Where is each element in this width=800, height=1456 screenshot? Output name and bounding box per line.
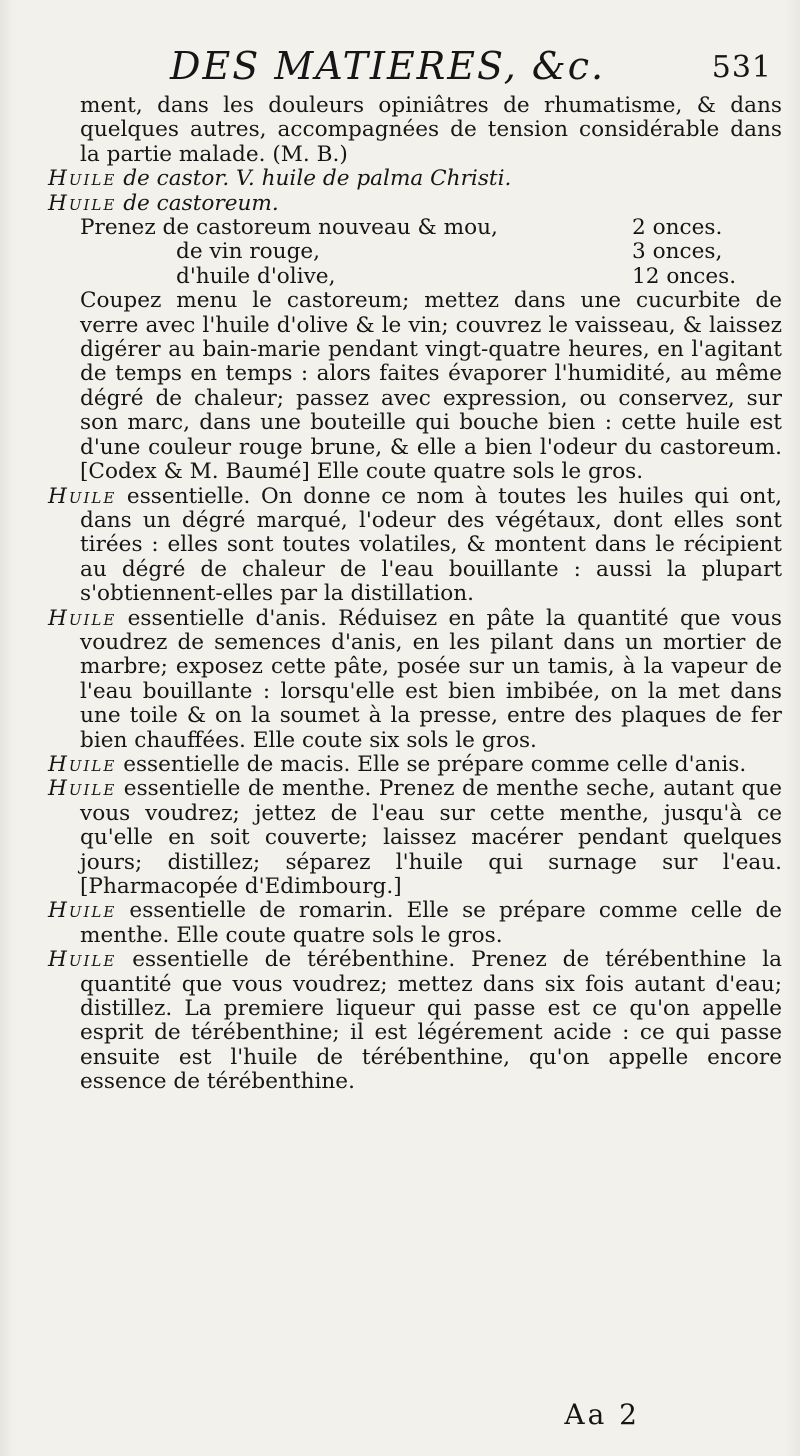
entry-text: ment, dans les douleurs opiniâtres de rhumatisme, & dans quelques autres, accompagnées de tension considérable dans la partie malade. (M. B.) — [80, 93, 782, 167]
entry-text: essentielle de macis. Elle se prépare comme celle d'anis. — [123, 751, 747, 777]
entry-huile-essentielle-menthe — [48, 777, 782, 899]
entry-text: Coupez menu le castoreum; mettez dans une cucurbite de verre avec l'huile d'olive & le vin; couvrez le vaisseau, & laissez digérer au bain-marie pendant vingt-quatre heures, en l'agitant de temps en temps : alors faites évaporer l'humidité, au même dégré de chaleur; passez avec expression, ou conservez, sur son marc, dans une bouteille qui bouche bien : cette huile est d'une couleur rouge brune, & elle a bien l'odeur du castoreum. [Codex & M. Baumé] Elle coute quatre sols le gros. — [80, 288, 782, 485]
entry-headword: Huile — [48, 190, 117, 216]
entry-text: de castoreum. — [123, 190, 279, 216]
entry-text: de castor. V. huile de palma Christi. — [123, 166, 512, 192]
entry-text: essentielle. On donne ce nom à toutes les huiles qui ont, dans un dégré marqué, l'odeur des végétaux, dont elles sont tirées : elles sont toutes volatiles, & montent dans le récipient au dégré de chaleur de l'eau bouillante : aussi la plupart s'obtiennent-elles par la distillation. — [80, 483, 782, 607]
entry-continuation — [48, 94, 782, 167]
running-head-title: DES MATIERES, &c. — [170, 44, 606, 88]
entry-headword: Huile — [48, 605, 117, 631]
recipe-list — [48, 216, 782, 289]
entry-headword: Huile — [48, 166, 117, 192]
recipe-ingredient: de vin rouge, — [176, 239, 321, 265]
entry-headword: Huile — [48, 483, 117, 509]
entry-headword: Huile — [48, 776, 117, 802]
recipe-ingredient: Prenez de castoreum nouveau & mou, — [80, 215, 498, 241]
running-head — [48, 44, 782, 94]
entry-headword: Huile — [48, 947, 117, 973]
entry-huile-de-castoreum — [48, 192, 782, 216]
entry-text: essentielle d'anis. Réduisez en pâte la quantité que vous voudrez de semences d'anis, en les pilant dans un mortier de marbre; exposez cette pâte, posée sur un tamis, à la vapeur de l'eau bouillante : lorsqu'elle est bien imbibée, on la met dans une toile & on la soumet à la presse, entre des plaques de fer bien chauffées. Elle coute six sols le gros. — [80, 605, 782, 753]
recipe-row — [80, 240, 782, 264]
recipe-instructions — [48, 289, 782, 484]
entry-huile-essentielle-anis — [48, 607, 782, 753]
entry-huile-essentielle-macis — [48, 753, 782, 777]
recipe-quantity: 2 onces. — [632, 215, 723, 241]
recipe-ingredient: d'huile d'olive, — [176, 263, 336, 289]
entry-text: essentielle de térébenthine. Prenez de térébenthine la quantité que vous voudrez; mettez dans six fois autant d'eau; distillez. La premiere liqueur qui passe est ce qu'on appelle esprit de térébenthine; il est légérement acide : ce qui passe ensuite est l'huile de térébenthine, qu'on appelle encore essence de térébenthine. — [80, 947, 782, 1095]
recipe-row — [80, 265, 782, 289]
recipe-quantity: 12 onces. — [632, 263, 737, 289]
recipe-quantity: 3 onces, — [632, 239, 723, 265]
entry-headword: Huile — [48, 898, 117, 924]
entry-text: essentielle de menthe. Prenez de menthe seche, autant que vous voudrez; jettez de l'eau sur cette menthe, jusqu'à ce qu'elle en soit couverte; laissez macérer pendant quelques jours; distillez; séparez l'huile qui surnage sur l'eau. [Pharmacopée d'Edimbourg.] — [80, 776, 782, 899]
signature-mark: Aa 2 — [564, 1398, 640, 1431]
entry-huile-essentielle-terebenthine — [48, 948, 782, 1094]
page-number: 531 — [711, 50, 772, 85]
entry-text: essentielle de romarin. Elle se prépare comme celle de menthe. Elle coute quatre sols le gros. — [80, 898, 782, 948]
recipe-row — [80, 216, 782, 240]
entry-headword: Huile — [48, 751, 117, 777]
entry-huile-essentielle — [48, 485, 782, 607]
entry-huile-de-castor — [48, 167, 782, 191]
entry-huile-essentielle-romarin — [48, 899, 782, 948]
page-body — [48, 94, 782, 1095]
